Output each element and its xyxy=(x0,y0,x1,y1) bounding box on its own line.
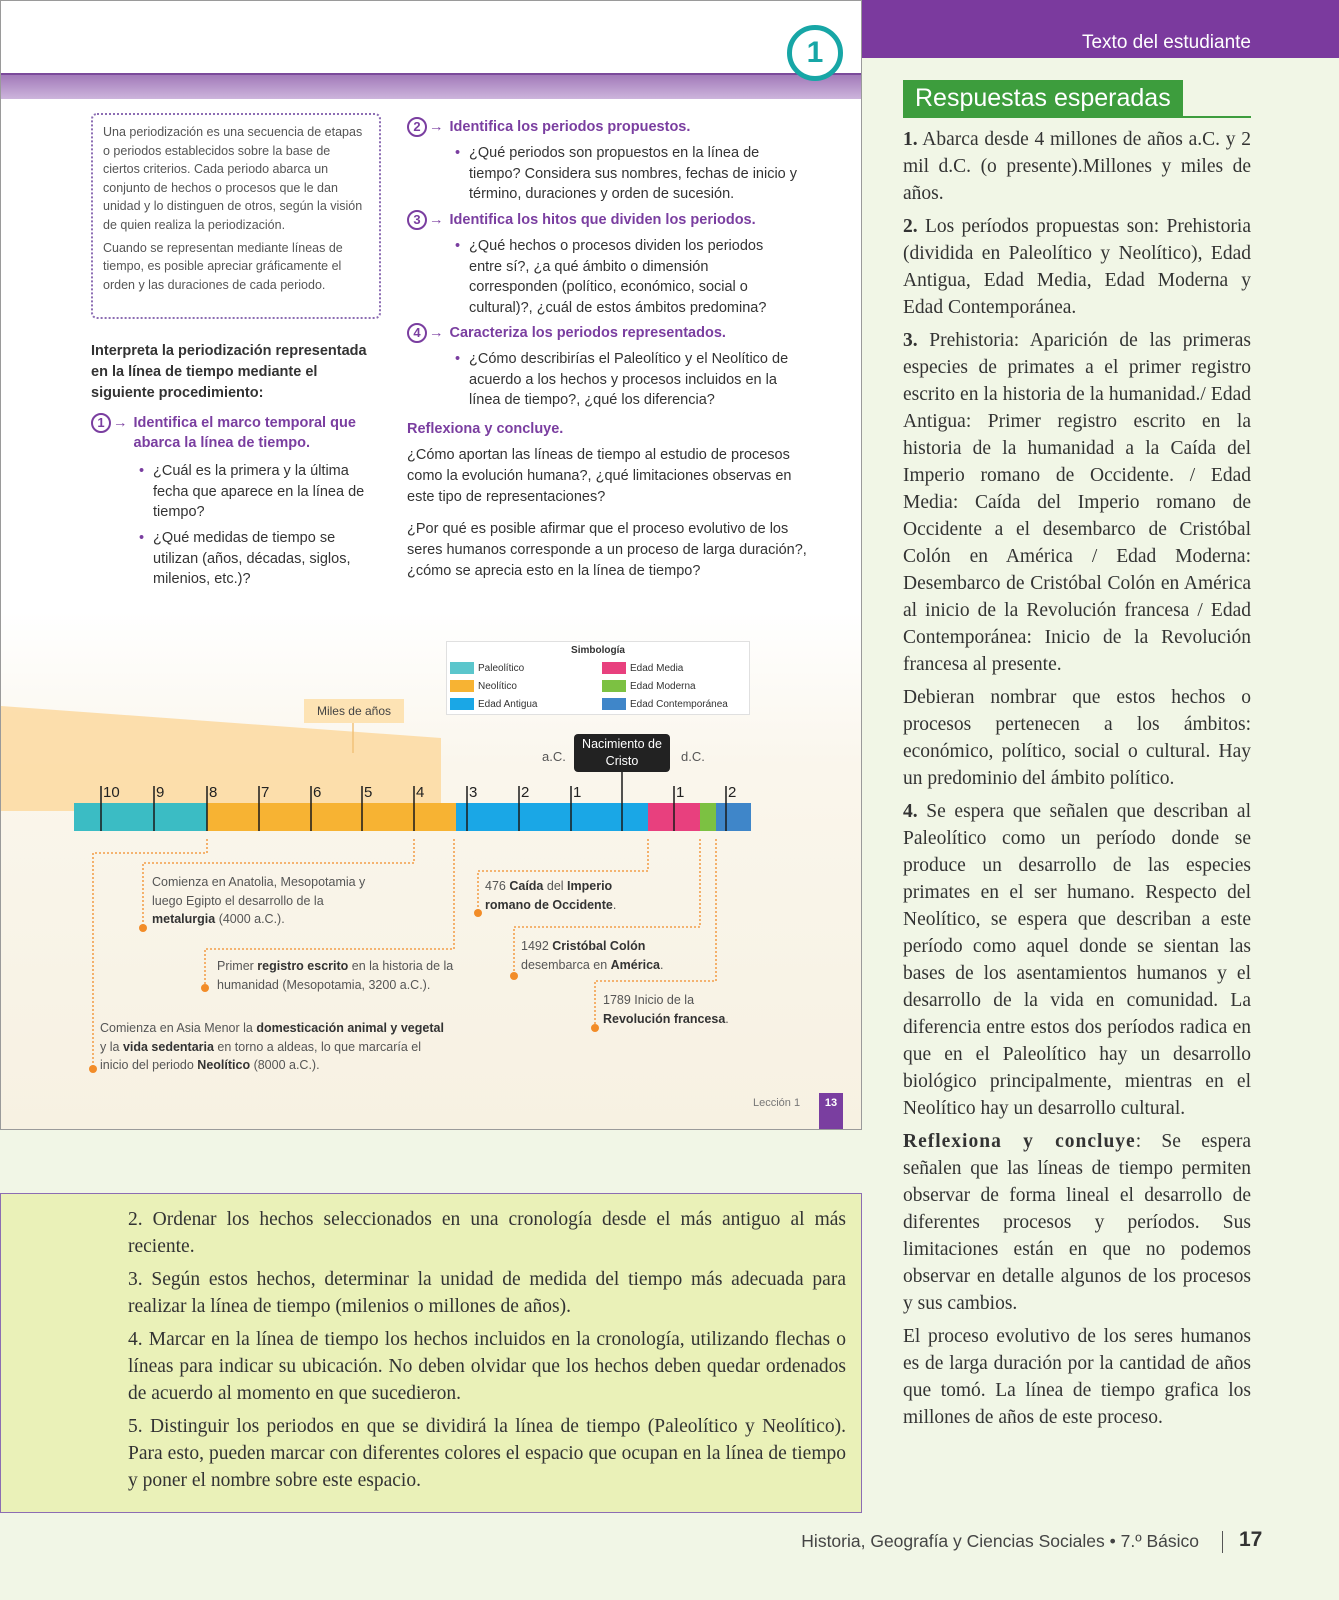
event-registro-escrito: Primer registro escrito en la historia de la humanidad (Mesopotamia, 3200 a.C.). xyxy=(217,959,454,992)
procedure-intro: Interpreta la periodización representada en la línea de tiempo mediante el siguiente procedimiento: xyxy=(91,343,367,401)
legend-title: Simbología xyxy=(571,645,625,656)
tick-label: 10 xyxy=(103,784,120,801)
tick-label: 8 xyxy=(209,784,218,801)
lesson-footer: Lección 1 xyxy=(753,1097,801,1109)
step-number-badge: 3 xyxy=(407,210,427,230)
answers-column xyxy=(903,126,1251,1437)
procedure-steps xyxy=(128,1206,846,1500)
event-colon: 1492 Cristóbal Colón desembarca en América. xyxy=(521,939,664,972)
lesson-number-badge: 1 xyxy=(787,25,843,81)
footer-subject: Historia, Geografía y Ciencias Sociales • 7.º Básico xyxy=(801,1531,1199,1551)
page-number-13: 13 xyxy=(819,1093,843,1129)
answer-reflexiona-2: El proceso evolutivo de los seres humanos es de larga duración por la cantidad de años que tomó. La línea de tiempo grafica los millones de años de este proceso. xyxy=(903,1326,1251,1428)
answer-1: 1. Abarca desde 4 millones de años a.C. y 2 mil d.C. (o presente).Millones y miles de años. xyxy=(903,129,1251,204)
tick-label: 2 xyxy=(521,784,530,801)
textbook-page-image xyxy=(0,0,862,1130)
answer-3: 3. Prehistoria: Aparición de las primeras especies de primates a el primer registro escrito en la historia de la humanidad./ Edad Antigua: Primer registro escrito en la historia de la humanidad a la Caída del Imperio romano de Occidente. / Edad Media: Caída del Imperio romano de Occidente a el desembarco de Cristóbal Colón en América / Edad Moderna: Desembarco de Cristóbal Colón en América al inicio de la Revolución francesa / Edad Contemporánea: Inicio de la Revolución francesa al presente. xyxy=(903,330,1251,675)
tick-label: 3 xyxy=(469,784,478,801)
step-1-bullet-1: • ¿Cuál es la primera y la última fecha que aparece en la línea de tiempo? xyxy=(153,461,383,523)
reflexiona-question-1: ¿Cómo aportan las líneas de tiempo al estudio de procesos como la evolución humana?, ¿qué limitaciones observas en este tipo de representaciones? xyxy=(407,447,792,505)
arrow-icon: → xyxy=(429,212,444,228)
bar-neolitico xyxy=(207,803,456,831)
tick-label: 4 xyxy=(416,784,425,801)
step-2-bullet-1: • ¿Qué periodos son propuestos en la línea de tiempo? Considera sus nombres, fechas de inicio y término, duraciones y orden de sucesión. xyxy=(469,143,809,205)
tick-label: 1 xyxy=(573,784,582,801)
legend-item: Neolítico xyxy=(450,680,517,692)
step-number-badge: 2 xyxy=(407,117,427,137)
bar-edad-moderna xyxy=(700,803,716,831)
nacimiento-de-cristo-label: Nacimiento de Cristo xyxy=(574,734,670,772)
reflexiona-question-2: ¿Por qué es posible afirmar que el proceso evolutivo de los seres humanos corresponde a un proceso de larga duración?, ¿cómo se aprecia esto en la línea de tiempo? xyxy=(407,521,807,579)
legend-item: Edad Moderna xyxy=(602,680,696,692)
legend-item: Edad Contemporánea xyxy=(602,698,728,710)
reflexiona-heading: Reflexiona y concluye. xyxy=(407,421,564,437)
definition-text: Una periodización es una secuencia de etapas o periodos establecidos sobre la base de ciertos criterios. Cada periodo abarca un conjunto de hechos o procesos que le dan unidad y lo distinguen de otros, según la visión de quien realiza la periodización. xyxy=(103,125,363,232)
tick-label: 2 xyxy=(728,784,737,801)
procedure-step: 5. Distinguir los periodos en que se dividirá la línea de tiempo (Paleolítico y Neolítico). Para esto, pueden marcar con diferentes colores el espacio que ocupan en la línea de tiempo y poner el nombre sobre este espacio. xyxy=(128,1416,846,1491)
step-number-badge: 1 xyxy=(91,413,111,433)
step-1-text: Identifica el marco temporal que abarca la línea de tiempo. xyxy=(133,415,356,451)
procedure-step: 4. Marcar en la línea de tiempo los hechos incluidos en la cronología, utilizando flechas o líneas para indicar su ubicación. No deben olvidar que los hechos deben quedar ordenados de acuerdo al momento en que sucedieron. xyxy=(128,1329,846,1404)
step-3-bullet-1: • ¿Qué hechos o procesos dividen los periodos entre sí?, ¿a qué ámbito o dimensión corresponden (político, económico, social o cultural)?, ¿cuál de estos ámbitos predomina? xyxy=(469,236,799,318)
step-number-badge: 4 xyxy=(407,323,427,343)
legend-item: Edad Antigua xyxy=(450,698,538,710)
header-band xyxy=(862,0,1339,58)
answer-2: 2. Los períodos propuestas son: Prehistoria (dividida en Paleolítico y Neolítico), Edad Antigua, Edad Media, Edad Moderna y Edad Contemporánea. xyxy=(903,216,1251,318)
tick-label: 7 xyxy=(261,784,270,801)
step-2-text: Identifica los periodos propuestos. xyxy=(449,119,691,135)
event-revolucion-francesa: 1789 Inicio de la Revolución francesa. xyxy=(603,993,729,1026)
event-caida-imperio: 476 Caída del Imperio romano de Occidente. xyxy=(485,879,617,912)
procedure-step: 2. Ordenar los hechos seleccionados en una cronología desde el más antiguo al más reciente. xyxy=(128,1209,846,1257)
bar-edad-contemporanea xyxy=(716,803,751,831)
event-metalurgia: Comienza en Anatolia, Mesopotamia y luego Egipto el desarrollo de la metalurgia (4000 a.C.). xyxy=(152,875,366,926)
step-3-text: Identifica los hitos que dividen los periodos. xyxy=(449,212,756,228)
arrow-icon: → xyxy=(429,325,444,341)
bar-edad-antigua xyxy=(456,803,648,831)
footer-separator xyxy=(1222,1531,1223,1553)
footer-page-number: 17 xyxy=(1239,1528,1263,1551)
tick-label: 9 xyxy=(156,784,165,801)
legend-item: Edad Media xyxy=(602,662,683,674)
procedure-step: 3. Según estos hechos, determinar la unidad de medida del tiempo más adecuada para realizar la línea de tiempo (milenios o millones de años). xyxy=(128,1269,846,1317)
step-4-text: Caracteriza los periodos representados. xyxy=(449,325,726,341)
answer-reflexiona: Reflexiona y concluye: Se espera señalen que las líneas de tiempo permiten observar de forma lineal el desarrollo de diferentes procesos y períodos. Sus limitaciones están en que no podemos observar en detalle algunos de los procesos y sus cambios. xyxy=(903,1131,1252,1314)
header-title: Texto del estudiante xyxy=(1081,32,1251,53)
heading-underline xyxy=(903,116,1251,118)
step-4-bullet-1: • ¿Cómo describirías el Paleolítico y el Neolítico de acuerdo a los hechos y procesos incluidos en la línea de tiempo?, ¿qué los diferencia? xyxy=(469,349,809,411)
event-neolitico: Comienza en Asia Menor la domesticación animal y vegetal y la vida sedentaria en torno a aldeas, lo que marcaría el inicio del periodo Neolítico (8000 a.C.). xyxy=(100,1021,444,1072)
timeline-legend xyxy=(446,641,750,715)
tick-label: 6 xyxy=(313,784,322,801)
miles-de-anos-label: Miles de años xyxy=(304,699,404,723)
arrow-icon: → xyxy=(113,415,128,431)
step-1-bullet-2: • ¿Qué medidas de tiempo se utilizan (años, décadas, siglos, milenios, etc.)? xyxy=(153,528,383,590)
tick-label: 5 xyxy=(364,784,373,801)
definition-text-2: Cuando se representan mediante líneas de tiempo, es posible apreciar gráficamente el orden y las duraciones de cada periodo. xyxy=(103,240,343,292)
tick-label: 1 xyxy=(676,784,685,801)
arrow-icon: → xyxy=(429,119,444,135)
ac-label: a.C. xyxy=(542,749,566,764)
dc-label: d.C. xyxy=(681,749,705,764)
answer-3-ambitos: Debieran nombrar que estos hechos o procesos pertenecen a los ámbitos: económico, político, social o cultural. Hay un predominio del ámbito político. xyxy=(903,687,1251,789)
bar-paleolitico xyxy=(74,803,207,831)
respuestas-heading: Respuestas esperadas xyxy=(903,80,1183,116)
answer-4: 4. Se espera que señalen que describan al Paleolítico como un período donde se produce un desarrollo de las especies primates en el ser humano. Respecto del Neolítico, se espera que describan a este período como aquel donde se sientan las bases de los asentamientos humanos y el desarrollo de la vida en comunidad. La diferencia entre estos dos períodos radica en que en el Paleolítico hay un desarrollo biológico principalmente, mientras en el Neolítico hay un desarrollo cultural. xyxy=(903,801,1251,1119)
legend-item: Paleolítico xyxy=(450,662,524,674)
